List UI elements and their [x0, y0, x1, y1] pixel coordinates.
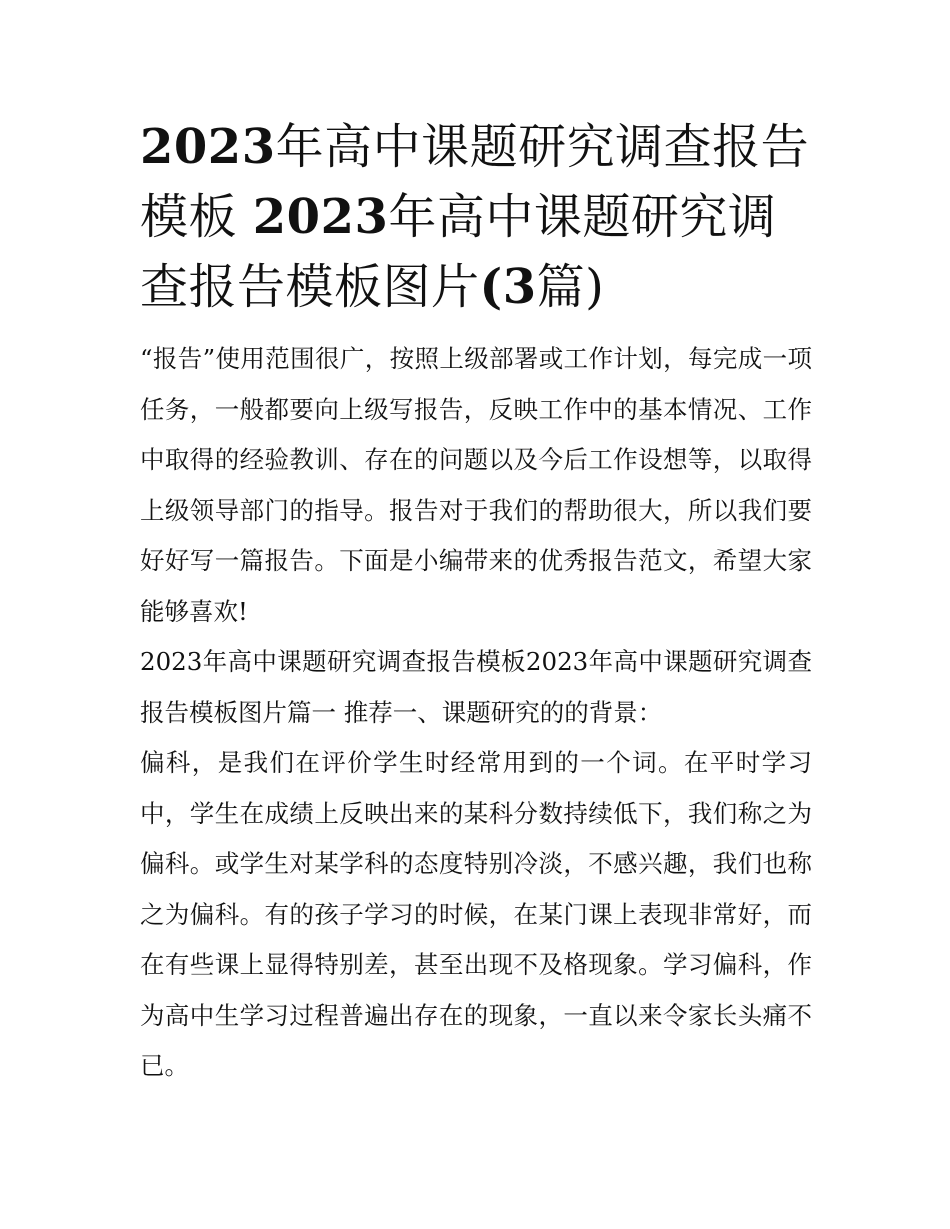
- title-text-2: 年高中课题研究调查报告模板图片: [140, 189, 777, 315]
- title-year-1: 2023: [140, 119, 276, 175]
- document-page: [140, 112, 812, 1092]
- document-title: [140, 112, 812, 322]
- title-count: (3: [479, 259, 537, 315]
- title-year-2: 2023: [252, 189, 389, 245]
- title-text-1: 年高中课题研究调查报告模板: [140, 119, 810, 245]
- section-heading: 2023年高中课题研究调查报告模板2023年高中课题研究调查报告模板图片篇一 推荐一、课题研究的的背景：: [140, 647, 812, 727]
- title-suffix: 篇): [536, 259, 605, 315]
- intro-paragraph: “报告”使用范围很广，按照上级部署或工作计划，每完成一项任务，一般都要向上级写报告，反映工作中的基本情况、工作中取得的经验教训、存在的问题以及今后工作设想等，以取得上级领导部门的指导。报告对于我们的帮助很大，所以我们要好好写一篇报告。下面是小编带来的优秀报告范文，希望大家能够喜欢!: [140, 344, 812, 626]
- body-paragraph: 偏科，是我们在评价学生时经常用到的一个词。在平时学习中，学生在成绩上反映出来的某科分数持续低下，我们称之为偏科。或学生对某学科的态度特别冷淡，不感兴趣，我们也称之为偏科。有的孩子学习的时候，在某门课上表现非常好，而在有些课上显得特别差，甚至出现不及格现象。学习偏科，作为高中生学习过程普遍出存在的现象，一直以来令家长头痛不已。: [140, 748, 812, 1080]
